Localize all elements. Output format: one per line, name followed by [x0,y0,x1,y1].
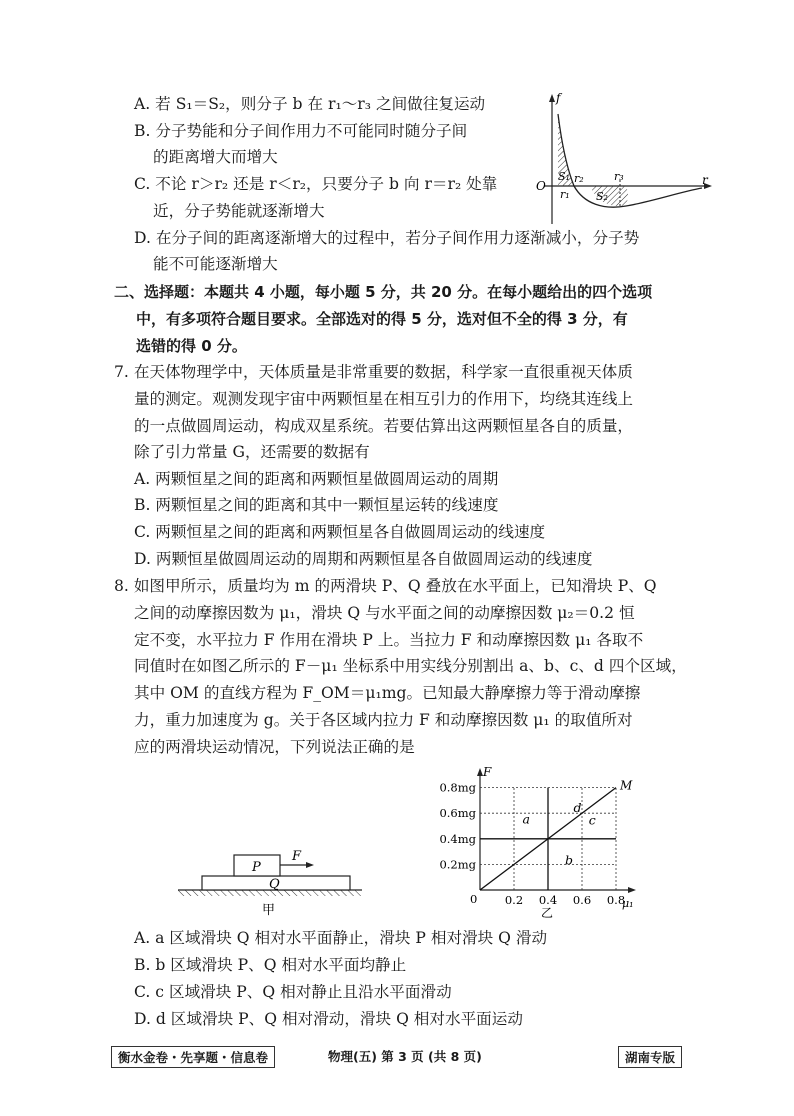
q6-option-c-line2: 近，分子势能就逐渐增大 [153,202,325,220]
molecular-force-graph [530,88,720,228]
q8-stem-line3: 定不变，水平拉力 F 作用在滑块 P 上。当拉力 F 和动摩擦因数 μ₁ 各取不 [134,631,644,649]
section2-line3: 选错的得 0 分。 [136,337,247,355]
footer-page-info: 物理(五) 第 3 页 (共 8 页) [328,1049,482,1064]
q7-option-c: C. 两颗恒星之间的距离和两颗恒星各自做圆周运动的线速度 [134,523,546,541]
x-tick-label: 0.8 [606,893,626,907]
f-axis-arrow [549,94,555,102]
r-axis-label: r [702,173,708,187]
r3-label: r₃ [614,170,624,183]
q7-option-d: D. 两颗恒星做圆周运动的周期和两颗恒星各自做圆周运动的线速度 [134,550,593,568]
footer-edition-label: 湖南专版 [618,1046,682,1068]
origin-label: 0 [470,892,478,906]
y-tick-label: 0.4mg [439,831,476,846]
x-tick-label: 0.2 [504,893,524,907]
region-label-b: b [565,852,574,868]
point-m-label: M [620,778,633,793]
x-tick-label: 0.4 [538,893,558,907]
footer-series-label: 衡水金卷・先享题・信息卷 [111,1046,275,1068]
q8-stem-line4: 同值时在如图乙所示的 F－μ₁ 坐标系中用实线分别割出 a、b、c、d 四个区域， [134,657,687,675]
force-curve [558,114,702,207]
q6-option-b-line1: B. 分子势能和分子间作用力不可能同时随分子间 [134,122,468,140]
q7-stem-line1: 7. 在天体物理学中，天体质量是非常重要的数据，科学家一直很重视天体质 [114,363,633,381]
q8-stem-line1: 8. 如图甲所示，质量均为 m 的两滑块 P、Q 叠放在水平面上，已知滑块 P、Q [114,577,657,595]
region-label-a: a [522,811,530,827]
section2-line2: 中，有多项符合题目要求。全部选对的得 5 分，选对但不全的得 3 分，有 [136,310,628,328]
q6-option-d-line2: 能不可能逐渐增大 [153,255,278,273]
q6-option-d-line1: D. 在分子间的距离逐渐增大的过程中，若分子间作用力逐渐减小，分子势 [134,229,640,247]
q8-stem-line6: 力，重力加速度为 g。关于各区域内拉力 F 和动摩擦因数 μ₁ 的取值所对 [134,711,633,729]
q7-option-b: B. 两颗恒星之间的距离和其中一颗恒星运转的线速度 [134,496,499,514]
q7-stem-line4: 除了引力常量 G，还需要的数据有 [134,443,370,461]
q8-stem-line7: 应的两滑块运动情况，下列说法正确的是 [134,738,415,756]
y-tick-label: 0.8mg [439,780,476,795]
q6-option-c-line1: C. 不论 r＞r₂ 还是 r＜r₂，只要分子 b 向 r＝r₂ 处靠 [134,175,498,193]
f-axis-label: f [556,91,561,105]
q8-option-d: D. d 区域滑块 P、Q 相对滑动，滑块 Q 相对水平面运动 [134,1010,523,1028]
section2-line1: 二、选择题：本题共 4 小题，每小题 5 分，共 20 分。在每小题给出的四个选项 [114,283,653,301]
figure-yi-graph [430,762,650,922]
mu-axis-arrow [628,887,636,893]
block-p-label: P [252,860,261,875]
q8-option-c: C. c 区域滑块 P、Q 相对静止且沿水平面滑动 [134,983,452,1001]
q8-option-b: B. b 区域滑块 P、Q 相对水平面均静止 [134,956,407,974]
region-label-c: c [588,812,596,828]
y-tick-label: 0.2mg [439,857,476,872]
mu-axis-label: μ₁ [622,897,634,910]
f-axis-label: F [483,765,492,779]
block-q-label: Q [269,877,280,892]
q7-stem-line2: 量的测定。观测发现宇宙中两颗恒星在相互引力的作用下，均绕其连线上 [134,390,634,408]
figure-jia [170,840,370,920]
r1-label: r₁ [560,188,570,201]
figure-yi-caption: 乙 [541,906,554,920]
s1-label: S₁ [558,170,570,183]
q7-stem-line3: 的一点做圆周运动，构成双星系统。若要估算出这两颗恒星各自的质量， [134,417,634,435]
force-f-label: F [292,849,302,864]
q8-option-a: A. a 区域滑块 Q 相对水平面静止，滑块 P 相对滑块 Q 滑动 [134,929,548,947]
figure-jia-caption: 甲 [262,903,276,918]
q6-option-b-line2: 的距离增大而增大 [153,148,278,166]
q6-option-a: A. 若 S₁＝S₂，则分子 b 在 r₁～r₃ 之间做往复运动 [134,95,486,113]
origin-label: O [536,179,546,193]
q8-stem-line5: 其中 OM 的直线方程为 F_OM＝μ₁mg。已知最大静摩擦力等于滑动摩擦 [134,684,641,702]
region-label-d: d [573,799,582,815]
force-f-arrowhead [306,862,314,868]
q8-stem-line2: 之间的动摩擦因数为 μ₁，滑块 Q 与水平面之间的动摩擦因数 μ₂＝0.2 恒 [134,604,635,622]
x-tick-label: 0.6 [572,893,592,907]
q7-option-a: A. 两颗恒星之间的距离和两颗恒星做圆周运动的周期 [134,470,499,488]
r2-label: r₂ [574,172,584,185]
y-tick-label: 0.6mg [439,806,476,821]
s2-label: S₂ [596,190,608,203]
